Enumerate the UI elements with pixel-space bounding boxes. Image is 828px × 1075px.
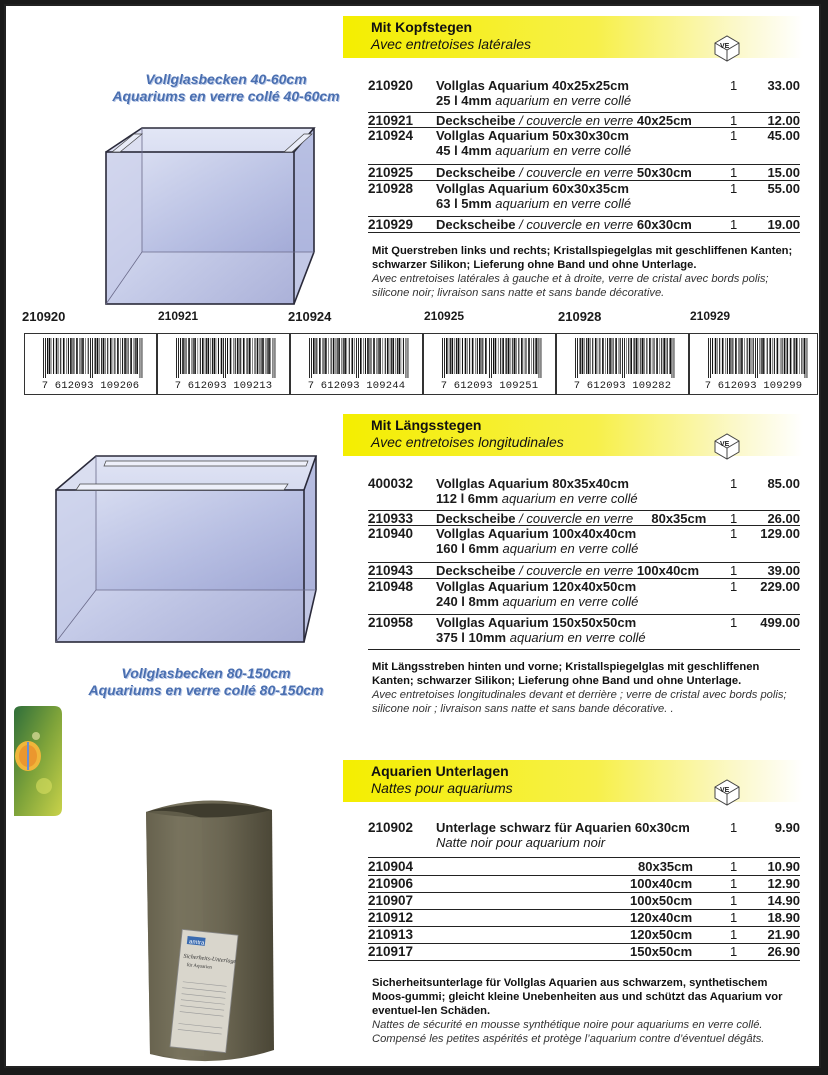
- table-row: [368, 579, 800, 614]
- article-desc: Vollglas Aquarium 120x40x50cm: [436, 579, 637, 594]
- article-code: 210913: [368, 927, 414, 942]
- barcode-bars: [575, 338, 675, 378]
- article-price: 33.00: [767, 78, 800, 93]
- article-price: 18.90: [767, 910, 800, 925]
- article-qty: 1: [730, 563, 738, 578]
- article-desc-fr: aquarium en verre collé: [495, 196, 632, 211]
- section-subtitle: Avec entretoises longitudinales: [371, 434, 564, 450]
- caption-de: Vollglasbecken 80-150cm: [121, 665, 291, 681]
- ve-box-icon: [712, 778, 742, 806]
- article-volume: 375 l 10mm: [436, 630, 507, 645]
- article-qty: 1: [730, 78, 738, 93]
- product-caption: [46, 665, 366, 699]
- article-qty: 1: [730, 526, 738, 541]
- article-desc: Vollglas Aquarium 150x50x50cm: [436, 615, 637, 630]
- catalog-page: [4, 4, 821, 1068]
- product-note: [372, 660, 802, 716]
- table-row: [368, 859, 800, 876]
- barcode-number: 7 612093 109206: [41, 380, 140, 392]
- barcode-bars: [442, 338, 542, 378]
- product-note: [372, 244, 802, 300]
- table-row: [368, 927, 800, 944]
- article-code: 210958: [368, 615, 414, 630]
- barcode-bars: [43, 338, 143, 378]
- article-desc: Deckscheibe: [436, 113, 516, 128]
- table-row: [368, 510, 800, 526]
- product-caption: [76, 71, 376, 105]
- article-qty: 1: [730, 820, 738, 835]
- note-de: Mit Querstreben links und rechts; Kristallspiegelglas mit geschliffenen Kanten; schwarzer Silikon; Lieferung ohne Band und ohne Unterlage.: [372, 245, 793, 271]
- article-code: 210920: [368, 78, 414, 93]
- article-volume: 25 l 4mm: [436, 93, 492, 108]
- article-desc-fr: aquarium en verre collé: [509, 630, 646, 645]
- article-qty: 1: [730, 615, 738, 630]
- article-size: 40x25cm: [636, 113, 692, 128]
- barcode-number: 7 612093 109251: [440, 380, 539, 392]
- article-desc-fr: Natte noir pour aquarium noir: [436, 835, 606, 850]
- caption-fr: Aquariums en verre collé 80-150cm: [88, 682, 324, 698]
- article-volume: 45 l 4mm: [436, 143, 492, 158]
- table-row: [368, 876, 800, 893]
- article-qty: 1: [730, 859, 738, 874]
- barcode: [689, 333, 818, 395]
- article-desc-fr: aquarium en verre collé: [495, 93, 632, 108]
- barcode-number: 7 612093 109299: [704, 380, 803, 392]
- note-fr: Avec entretoises longitudinales devant et derrière ; verre de cristal avec bords polis; silicone noir ; livraison sans natte et sans bande décorative. .: [372, 689, 787, 715]
- barcode-label: 210928: [558, 309, 602, 324]
- barcode-bars: [176, 338, 276, 378]
- article-code: 210921: [368, 113, 414, 128]
- article-code: 210906: [368, 876, 414, 891]
- mat-brand: amtra: [188, 939, 205, 947]
- table-row: [368, 820, 800, 858]
- article-price: 45.00: [767, 128, 800, 143]
- article-desc: Vollglas Aquarium 50x30x30cm: [436, 128, 629, 143]
- note-fr: Avec entretoises latérales à gauche et à droite, verre de cristal avec bords polis; silicone noir; livraison sans natte et sans bande décorative.: [372, 273, 769, 299]
- barcode-number: 7 612093 109244: [307, 380, 406, 392]
- article-size: 120x50cm: [630, 927, 693, 942]
- article-desc: Vollglas Aquarium 40x25x25cm: [436, 78, 629, 93]
- barcode-number: 7 612093 109282: [573, 380, 672, 392]
- article-qty: 1: [730, 876, 738, 891]
- article-qty: 1: [730, 181, 738, 196]
- article-price: 26.00: [767, 511, 800, 526]
- ve-badge-text: VE: [720, 43, 730, 50]
- article-desc: Deckscheibe: [436, 217, 516, 232]
- article-size: 80x35cm: [638, 859, 693, 874]
- article-desc-fr: / couvercle en verre: [519, 563, 634, 578]
- table-row: [368, 562, 800, 579]
- article-desc: Vollglas Aquarium 80x35x40cm: [436, 476, 629, 491]
- article-desc-fr: aquarium en verre collé: [502, 594, 639, 609]
- article-desc-fr: / couvercle en verre: [519, 113, 634, 128]
- price-table: [368, 820, 800, 961]
- article-code: 400032: [368, 476, 414, 491]
- caption-fr: Aquariums en verre collé 40-60cm: [112, 88, 340, 104]
- table-row: [368, 614, 800, 650]
- barcode-bars: [708, 338, 808, 378]
- article-qty: 1: [730, 128, 738, 143]
- section-title: Aquarien Unterlagen: [371, 763, 509, 779]
- price-table: [368, 476, 800, 650]
- ve-badge-text: VE: [720, 787, 730, 794]
- article-size: 50x30cm: [636, 165, 692, 180]
- section-title: Mit Längsstegen: [371, 417, 482, 433]
- article-price: 229.00: [760, 579, 800, 594]
- article-price: 39.00: [767, 563, 800, 578]
- article-desc-fr: / couvercle en verre: [519, 511, 634, 526]
- article-qty: 1: [730, 927, 738, 942]
- article-code: 210933: [368, 511, 414, 526]
- table-row: [368, 944, 800, 961]
- table-row: [368, 476, 800, 510]
- barcode-label: 210924: [288, 309, 332, 324]
- article-code: 210912: [368, 910, 414, 925]
- article-qty: 1: [730, 944, 738, 959]
- table-row: [368, 112, 800, 128]
- barcode: [423, 333, 556, 395]
- table-row: [368, 78, 800, 112]
- article-qty: 1: [730, 165, 738, 180]
- section-subtitle: Avec entretoises latérales: [371, 36, 532, 52]
- article-size: 120x40cm: [630, 910, 693, 925]
- article-price: 10.90: [767, 859, 800, 874]
- barcode-label: 210920: [22, 309, 66, 324]
- article-price: 55.00: [767, 181, 800, 196]
- article-code: 210904: [368, 859, 414, 874]
- product-note: [372, 976, 802, 1046]
- article-code: 210902: [368, 820, 414, 835]
- section-unterlagen: [6, 750, 819, 1068]
- article-qty: 1: [730, 511, 738, 526]
- table-row: [368, 526, 800, 562]
- barcode: [157, 333, 290, 395]
- article-code: 210948: [368, 579, 414, 594]
- article-size: 80x35cm: [651, 511, 707, 526]
- table-row: [368, 216, 800, 233]
- article-price: 14.90: [767, 893, 800, 908]
- article-size: 100x50cm: [630, 893, 693, 908]
- article-qty: 1: [730, 910, 738, 925]
- barcode-bars: [309, 338, 409, 378]
- barcode-label: 210929: [690, 309, 731, 323]
- article-price: 499.00: [760, 615, 800, 630]
- article-price: 12.00: [767, 113, 800, 128]
- article-code: 210940: [368, 526, 414, 541]
- barcode-number: 7 612093 109213: [174, 380, 273, 392]
- article-size: 60x30cm: [636, 217, 692, 232]
- article-desc-fr: aquarium en verre collé: [501, 491, 638, 506]
- aquarium-mat-image: [142, 794, 282, 1066]
- table-row: [368, 128, 800, 164]
- price-table: [368, 78, 800, 233]
- article-desc: Deckscheibe: [436, 563, 516, 578]
- section-subtitle: Nattes pour aquariums: [371, 780, 513, 796]
- caption-de: Vollglasbecken 40-60cm: [145, 71, 307, 87]
- article-qty: 1: [730, 476, 738, 491]
- article-code: 210943: [368, 563, 414, 578]
- table-row: [368, 164, 800, 181]
- article-volume: 112 l 6mm: [436, 491, 499, 506]
- section-title: Mit Kopfstegen: [371, 19, 473, 35]
- article-desc: Deckscheibe: [436, 165, 516, 180]
- article-desc: Deckscheibe: [436, 511, 516, 526]
- article-desc-fr: / couvercle en verre: [519, 217, 634, 232]
- article-price: 19.00: [767, 217, 800, 232]
- article-desc: Unterlage schwarz für Aquarien 60x30cm: [436, 820, 690, 835]
- aquarium-image-small: [104, 122, 344, 312]
- article-price: 26.90: [767, 944, 800, 959]
- article-price: 15.00: [767, 165, 800, 180]
- article-price: 21.90: [767, 927, 800, 942]
- barcode: [556, 333, 689, 395]
- article-desc: Vollglas Aquarium 60x30x35cm: [436, 181, 629, 196]
- barcode-label: 210921: [158, 309, 199, 323]
- article-volume: 240 l 8mm: [436, 594, 499, 609]
- article-size: 100x40cm: [636, 563, 700, 578]
- ve-box-icon: [712, 34, 742, 62]
- barcode-strip: [18, 309, 818, 397]
- article-qty: 1: [730, 217, 738, 232]
- aquarium-image-large: [54, 450, 324, 646]
- article-desc: Vollglas Aquarium 100x40x40cm: [436, 526, 637, 541]
- note-fr: Nattes de sécurité en mousse synthétique noire pour aquariums en verre collé. Compensé les petites aspérités et protège l’aquarium contre d’éventuel dégâts.: [372, 1019, 765, 1045]
- article-price: 12.90: [767, 876, 800, 891]
- article-volume: 160 l 6mm: [436, 541, 499, 556]
- barcode-label: 210925: [424, 309, 465, 323]
- article-qty: 1: [730, 579, 738, 594]
- barcode: [290, 333, 423, 395]
- ve-box-icon: [712, 432, 742, 460]
- article-code: 210917: [368, 944, 414, 959]
- article-price: 9.90: [774, 820, 800, 835]
- article-price: 129.00: [760, 526, 800, 541]
- barcode: [24, 333, 157, 395]
- article-code: 210924: [368, 128, 414, 143]
- section-kopfstegen: [6, 6, 819, 306]
- mat-label: Sicherheits-Unterlage: [183, 953, 237, 966]
- article-size: 150x50cm: [630, 944, 693, 959]
- note-de: Sicherheitsunterlage für Vollglas Aquarien aus schwarzem, synthetischem Moos-gummi; gleicht kleine Unebenheiten aus und schützt das Aquarium vor eventuel-len Schäden.: [372, 977, 783, 1017]
- mat-sub: für Aquarien: [186, 963, 213, 971]
- article-desc-fr: aquarium en verre collé: [495, 143, 632, 158]
- article-price: 85.00: [767, 476, 800, 491]
- note-de: Mit Längsstreben hinten und vorne; Kristallspiegelglas mit geschliffenen Kanten; schwarzer Silikon; Lieferung ohne Band und ohne Unterlage.: [372, 661, 760, 687]
- article-volume: 63 l 5mm: [436, 196, 492, 211]
- article-code: 210929: [368, 217, 414, 232]
- article-desc-fr: / couvercle en verre: [519, 165, 634, 180]
- article-qty: 1: [730, 893, 738, 908]
- table-row: [368, 893, 800, 910]
- article-code: 210907: [368, 893, 414, 908]
- section-laengsstegen: [6, 404, 819, 724]
- ve-badge-text: VE: [720, 441, 730, 448]
- article-code: 210928: [368, 181, 414, 196]
- article-size: 100x40cm: [630, 876, 693, 891]
- article-qty: 1: [730, 113, 738, 128]
- table-row: [368, 910, 800, 927]
- article-code: 210925: [368, 165, 414, 180]
- table-row: [368, 181, 800, 216]
- article-desc-fr: aquarium en verre collé: [502, 541, 639, 556]
